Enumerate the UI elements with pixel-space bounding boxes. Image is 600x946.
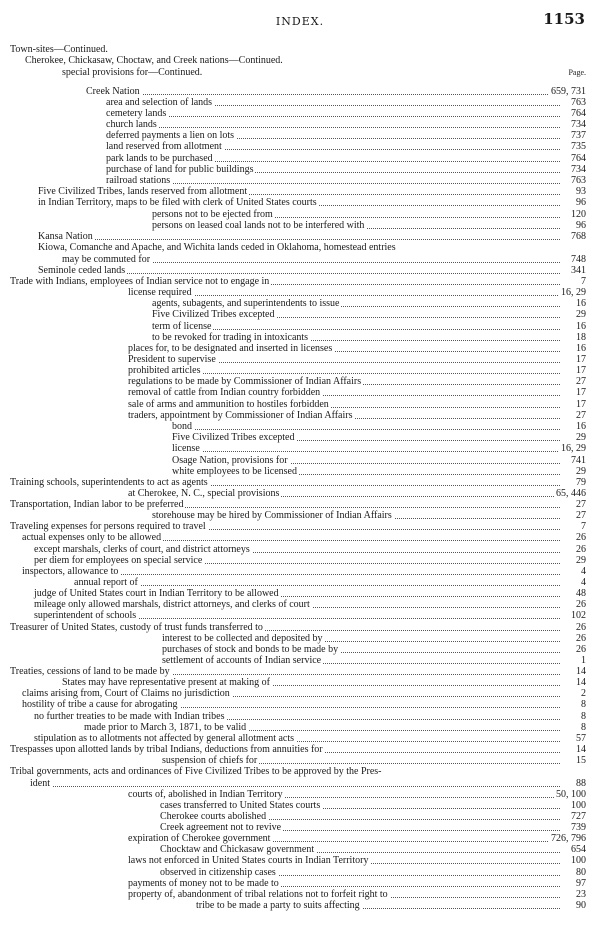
- entry-text: Cherokee courts abolished: [160, 811, 267, 822]
- entry-text: cemetery lands: [106, 108, 167, 119]
- entry-text: payments of money not to be made to: [128, 878, 279, 889]
- index-entry: [0, 800, 600, 811]
- index-entry: [0, 655, 600, 666]
- entry-page: 1: [581, 655, 586, 666]
- entry-page: 659, 731: [551, 86, 586, 97]
- entry-text: Trespasses upon allotted lands by tribal Indians, deductions from annuities for: [10, 744, 323, 755]
- index-entry: [0, 532, 600, 543]
- index-entry: [0, 822, 600, 833]
- entry-text: laws not enforced in United States courts in Indian Territory: [128, 855, 369, 866]
- entry-page: 17: [576, 354, 586, 365]
- entry-page: 96: [576, 220, 586, 231]
- entry-text: Treaties, cessions of land to be made by: [10, 666, 170, 677]
- entry-page: 57: [576, 733, 586, 744]
- dot-leader: [106, 108, 560, 117]
- entry-page: 29: [576, 432, 586, 443]
- index-entry: [0, 755, 600, 766]
- index-entry: [0, 688, 600, 699]
- entry-page: 727: [571, 811, 586, 822]
- entry-page: 88: [576, 778, 586, 789]
- index-entry: [0, 844, 600, 855]
- entry-page: 8: [581, 699, 586, 710]
- dot-leader: [30, 778, 560, 787]
- index-entry: [0, 298, 600, 309]
- index-entry: [0, 209, 600, 220]
- index-entry: [0, 867, 600, 878]
- entry-page: 27: [576, 376, 586, 387]
- entry-page: 15: [576, 755, 586, 766]
- entry-text: deferred payments a lien on lots: [106, 130, 235, 141]
- index-entry: [0, 677, 600, 688]
- entry-page: 763: [571, 175, 586, 186]
- entry-text: white employees to be licensed: [172, 466, 297, 477]
- index-entry: [0, 577, 600, 588]
- index-entry: [0, 410, 600, 421]
- entry-text: superintendent of schools: [34, 610, 137, 621]
- entry-text: Creek Nation: [86, 86, 140, 97]
- page-column-label-text: Page.: [568, 68, 586, 77]
- entry-page: 17: [576, 387, 586, 398]
- entry-text: places for, to be designated and inserted in licenses: [128, 343, 333, 354]
- index-entry: [0, 130, 600, 141]
- entry-text: mileage only allowed marshals, district attorneys, and clerks of court: [34, 599, 310, 610]
- entry-page: 27: [576, 499, 586, 510]
- entry-page: 16: [576, 321, 586, 332]
- entry-page: 764: [571, 153, 586, 164]
- index-entry: [0, 566, 600, 577]
- index-entry: [0, 365, 600, 376]
- entry-page: 65, 446: [556, 488, 586, 499]
- entry-text: persons on leased coal lands not to be interfered with: [152, 220, 365, 231]
- entry-text: park lands to be purchased: [106, 153, 213, 164]
- entry-page: 26: [576, 644, 586, 655]
- index-entry: [0, 633, 600, 644]
- index-entry: [0, 86, 600, 97]
- entry-page: 23: [576, 889, 586, 900]
- index-entry: [0, 855, 600, 866]
- entry-text: per diem for employees on special service: [34, 555, 203, 566]
- entry-page: 120: [571, 209, 586, 220]
- entry-text: Seminole ceded lands: [38, 265, 126, 276]
- index-entry: [0, 588, 600, 599]
- entry-text: land reserved from allotment: [106, 141, 222, 152]
- index-entry: [0, 175, 600, 186]
- dot-leader: [86, 86, 560, 95]
- dot-leader: [106, 119, 560, 128]
- entry-text: Creek agreement not to revive: [160, 822, 282, 833]
- entry-page: 739: [571, 822, 586, 833]
- entry-text: purchase of land for public buildings: [106, 164, 254, 175]
- index-entry: [0, 141, 600, 152]
- index-entry: [0, 488, 600, 499]
- entry-text: sale of arms and ammunition to hostiles forbidden: [128, 399, 329, 410]
- entry-text: property of, abandonment of tribal relations not to forfeit right to: [128, 889, 388, 900]
- index-entry: [0, 242, 600, 253]
- index-entry: [0, 254, 600, 265]
- dot-leader: [172, 443, 560, 452]
- entry-text: hostility of tribe a cause for abrogating: [22, 699, 178, 710]
- index-entry: [0, 108, 600, 119]
- entry-text: railroad stations: [106, 175, 171, 186]
- index-entry: [0, 186, 600, 197]
- entry-page: 29: [576, 466, 586, 477]
- entry-page: 100: [571, 800, 586, 811]
- entry-text: Town-sites—Continued.: [10, 44, 108, 55]
- entry-text: Five Civilized Tribes excepted: [152, 309, 275, 320]
- entry-text: observed in citizenship cases: [160, 867, 276, 878]
- entry-page: 17: [576, 365, 586, 376]
- entry-text: church lands: [106, 119, 157, 130]
- index-entry: [0, 766, 600, 777]
- entry-text: claims arising from, Court of Claims no jurisdiction: [22, 688, 230, 699]
- entry-page: 734: [571, 119, 586, 130]
- entry-page: 737: [571, 130, 586, 141]
- entry-page: 7: [581, 276, 586, 287]
- entry-text: Five Civilized Tribes excepted: [172, 432, 295, 443]
- entry-text: Traveling expenses for persons required to travel: [10, 521, 206, 532]
- index-entry: [0, 744, 600, 755]
- entry-page: 100: [571, 855, 586, 866]
- index-entry: [0, 622, 600, 633]
- entry-text: stipulation as to allotments not affected by general allotment acts: [34, 733, 295, 744]
- index-entry: [0, 833, 600, 844]
- index-entry: [0, 332, 600, 343]
- entry-text: Kansa Nation: [38, 231, 93, 242]
- index-entry: [0, 544, 600, 555]
- index-entry: [0, 220, 600, 231]
- entry-page: 26: [576, 544, 586, 555]
- index-entry: [0, 197, 600, 208]
- entry-text: Training schools, superintendents to act as agents: [10, 477, 208, 488]
- index-entry: [0, 153, 600, 164]
- entry-text: interest to be collected and deposited by: [162, 633, 323, 644]
- dot-leader: [172, 421, 560, 430]
- entry-text: traders, appointment by Commissioner of Indian Affairs: [128, 410, 353, 421]
- entry-text: suspension of chiefs for: [162, 755, 258, 766]
- entry-page: 27: [576, 410, 586, 421]
- entry-text: Five Civilized Tribes, lands reserved from allotment: [38, 186, 248, 197]
- entry-text: Tribal governments, acts and ordinances of Five Civilized Tribes to be approved by the Pres-: [10, 766, 382, 777]
- index-entry: [0, 789, 600, 800]
- entry-page: 8: [581, 711, 586, 722]
- entry-page: 2: [581, 688, 586, 699]
- entry-text: bond: [172, 421, 192, 432]
- index-entry: [0, 599, 600, 610]
- entry-page: 102: [571, 610, 586, 621]
- index-entry: [0, 97, 600, 108]
- index-entry: [0, 432, 600, 443]
- entry-page: 734: [571, 164, 586, 175]
- entry-text: Treasurer of United States, custody of trust funds transferred to: [10, 622, 263, 633]
- entry-page: 29: [576, 309, 586, 320]
- entry-text: Chocktaw and Chickasaw government: [160, 844, 315, 855]
- entry-page: 48: [576, 588, 586, 599]
- dot-leader: [106, 175, 560, 184]
- entry-text: area and selection of lands: [106, 97, 213, 108]
- index-entry: [0, 376, 600, 387]
- index-entry: [0, 321, 600, 332]
- entry-page: 748: [571, 254, 586, 265]
- index-entry: [0, 55, 600, 66]
- index-entry: [0, 443, 600, 454]
- entry-page: 14: [576, 744, 586, 755]
- entry-text: agents, subagents, and superintendents to issue: [152, 298, 340, 309]
- entry-text: actual expenses only to be allowed: [22, 532, 162, 543]
- entry-page: 26: [576, 532, 586, 543]
- entry-text: prohibited articles: [128, 365, 201, 376]
- index-entry: [0, 119, 600, 130]
- index-entry: [0, 44, 600, 55]
- entry-text: inspectors, allowance to: [22, 566, 119, 577]
- entry-page: 726, 796: [551, 833, 586, 844]
- entry-page: 97: [576, 878, 586, 889]
- index-entry: [0, 466, 600, 477]
- index-entry: [0, 510, 600, 521]
- index-entry: [0, 610, 600, 621]
- index-entry: [0, 164, 600, 175]
- entry-page: 96: [576, 197, 586, 208]
- entry-page: 17: [576, 399, 586, 410]
- entry-page: 764: [571, 108, 586, 119]
- entry-text: license: [172, 443, 200, 454]
- page-number: 1153: [543, 10, 585, 28]
- entry-text: States may have representative present at making of: [62, 677, 270, 688]
- entry-page: 7: [581, 521, 586, 532]
- entry-page: 654: [571, 844, 586, 855]
- entry-text: storehouse may be hired by Commissioner of Indian Affairs: [152, 510, 392, 521]
- index-entry: [0, 733, 600, 744]
- index-entry: [0, 699, 600, 710]
- dot-leader: [74, 577, 560, 586]
- entry-text: cases transferred to United States courts: [160, 800, 321, 811]
- entry-text: at Cherokee, N. C., special provisions: [128, 488, 280, 499]
- index-entry: [0, 878, 600, 889]
- index-entry: [0, 276, 600, 287]
- entry-page: 93: [576, 186, 586, 197]
- entry-page: 14: [576, 666, 586, 677]
- entry-page: 79: [576, 477, 586, 488]
- entry-page: 341: [571, 265, 586, 276]
- index-entry: [0, 722, 600, 733]
- index-entry: [0, 499, 600, 510]
- entry-page: 26: [576, 622, 586, 633]
- entry-text: courts of, abolished in Indian Territory: [128, 789, 283, 800]
- index-entry: [0, 521, 600, 532]
- entry-text: term of license: [152, 321, 212, 332]
- entry-page: 16, 29: [561, 287, 586, 298]
- entry-page: 27: [576, 510, 586, 521]
- index-entry: [0, 477, 600, 488]
- entry-text: judge of United States court in Indian Territory to be allowed: [34, 588, 279, 599]
- entry-page: 763: [571, 97, 586, 108]
- index-entry: [0, 343, 600, 354]
- entry-page: 90: [576, 900, 586, 911]
- index-entry: [0, 711, 600, 722]
- entry-text: license required: [128, 287, 192, 298]
- dot-leader: [38, 231, 560, 240]
- index-entry: [0, 455, 600, 466]
- index-entry: [0, 354, 600, 365]
- index-entry: [0, 309, 600, 320]
- entry-text: tribe to be made a party to suits affecting: [196, 900, 360, 911]
- entry-text: to be revoked for trading in intoxicants: [152, 332, 309, 343]
- entry-page: 741: [571, 455, 586, 466]
- index-entry: [0, 231, 600, 242]
- entry-text: may be commuted for: [62, 254, 151, 265]
- entry-page: 80: [576, 867, 586, 878]
- entry-text: special provisions for—Continued.: [62, 67, 203, 78]
- index-entry: [0, 889, 600, 900]
- index-entry: [0, 399, 600, 410]
- entry-text: expiration of Cherokee government: [128, 833, 271, 844]
- entry-page: 768: [571, 231, 586, 242]
- index-entry: [0, 421, 600, 432]
- entry-text: annual report of: [74, 577, 138, 588]
- entry-page: 8: [581, 722, 586, 733]
- entry-page: 18: [576, 332, 586, 343]
- entry-page: 16: [576, 421, 586, 432]
- entry-text: ident: [30, 778, 50, 789]
- entry-text: made prior to March 3, 1871, to be valid: [84, 722, 247, 733]
- entry-page: 16: [576, 343, 586, 354]
- entry-page: 735: [571, 141, 586, 152]
- entry-text: regulations to be made by Commissioner of Indian Affairs: [128, 376, 362, 387]
- index-entry: [0, 644, 600, 655]
- entry-text: removal of cattle from Indian country forbidden: [128, 387, 321, 398]
- index-entry: [0, 811, 600, 822]
- index-entry: [0, 265, 600, 276]
- entry-text: Trade with Indians, employees of Indian service not to engage in: [10, 276, 270, 287]
- entry-page: 16, 29: [561, 443, 586, 454]
- entry-text: no further treaties to be made with Indian tribes: [34, 711, 225, 722]
- entry-page: 4: [581, 577, 586, 588]
- entry-page: 14: [576, 677, 586, 688]
- page-header: [0, 12, 600, 30]
- index-entry: [0, 287, 600, 298]
- index-entry: [0, 387, 600, 398]
- index-entry: [0, 555, 600, 566]
- entry-page: 50, 100: [556, 789, 586, 800]
- page-title: INDEX.: [275, 15, 325, 28]
- index-entry: [0, 778, 600, 789]
- entry-text: persons not to be ejected from: [152, 209, 273, 220]
- index-entry: [0, 67, 600, 78]
- entry-text: purchases of stock and bonds to be made by: [162, 644, 339, 655]
- entry-text: Cherokee, Chickasaw, Choctaw, and Creek nations—Continued.: [25, 55, 283, 66]
- entry-text: in Indian Territory, maps to be filed with clerk of United States courts: [38, 197, 317, 208]
- entry-text: settlement of accounts of Indian service: [162, 655, 322, 666]
- entry-text: Osage Nation, provisions for: [172, 455, 288, 466]
- entry-text: except marshals, clerks of court, and district attorneys: [34, 544, 250, 555]
- entry-page: 16: [576, 298, 586, 309]
- entry-page: 26: [576, 633, 586, 644]
- entry-text: Transportation, Indian labor to be preferred: [10, 499, 184, 510]
- entry-text: President to supervise: [128, 354, 216, 365]
- entry-text: Kiowa, Comanche and Apache, and Wichita lands ceded in Oklahoma, homestead entries: [38, 242, 396, 253]
- entry-page: 29: [576, 555, 586, 566]
- index-entry: [0, 900, 600, 911]
- entry-page: 26: [576, 599, 586, 610]
- entry-page: 4: [581, 566, 586, 577]
- index-entry: [0, 666, 600, 677]
